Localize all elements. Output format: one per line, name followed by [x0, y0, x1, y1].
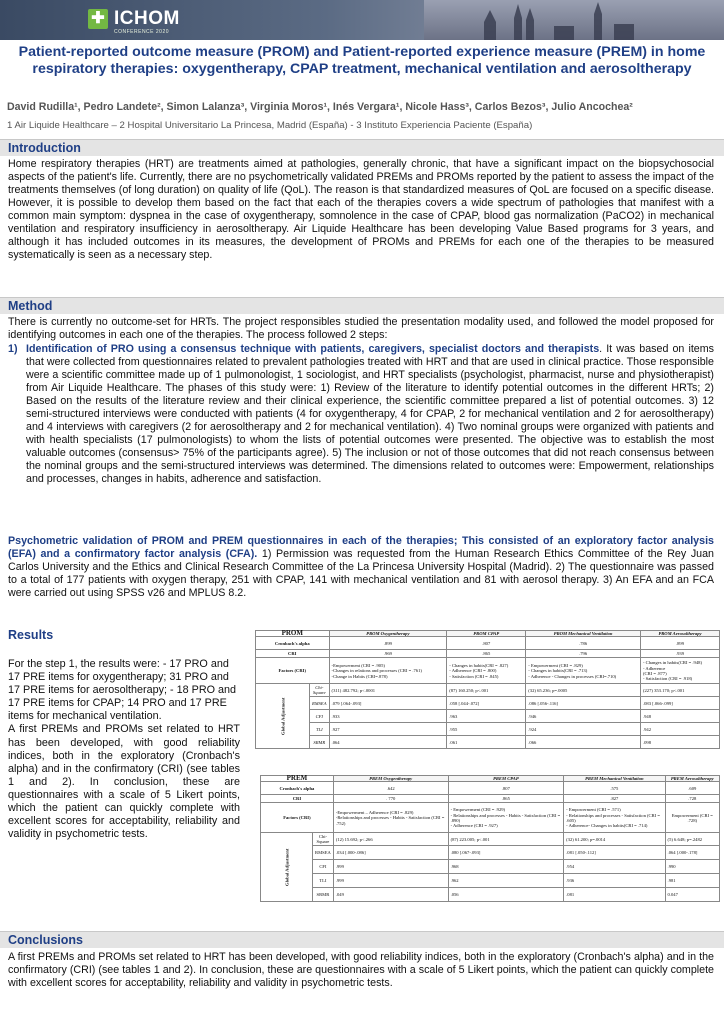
table-cell: .081 [.050-.112]	[564, 846, 665, 860]
table-cell: .999	[333, 874, 448, 888]
table-cell: .086 [.056-.116]	[526, 697, 641, 710]
prom-col-header: PROM Aerosoltherapy	[640, 631, 719, 637]
prem-factors-row	[261, 803, 720, 833]
table-cell: .609	[665, 782, 719, 795]
table-cell: (311) 482.792; p<.0001	[329, 684, 447, 697]
table-cell: - Changes in habits(CRI = .827) - Adherence (CRI = .800) - Satisfaction (CRI = .845)	[447, 658, 526, 684]
affiliations: 1 Air Liquide Healthcare – 2 Hospital Universitario La Princesa, Madrid (España) - 3 Instituto Experiencia Paciente (España)	[7, 120, 533, 131]
table-cell: .034 [.000-.086]	[333, 846, 448, 860]
step-1-body: . It was based on items that were collected from questionnaires related to prevalent pathologies treated with HRT and that are used in clinical practice. Those responsible were a scientific committee made up of 1 pulmonologist, 1 sociologist, and HRT specialists (psychologist, pharmacist, nurse and physiotherapist) from Air Liquide Healthcare. The phases of this study were: 1) Review of the literature to identify potential outcomes in the different HRTs; 2) Based on the results of the literature review and their clinical experience, the scientific committee prepared a list of potential outcomes. 3) 12 semi-structured interviews were conducted with patients (4 for oxygentherapy, 4 for CPAP, 2 for mechanical ventilation and 2 for aerosoltherapy) and 4 interviews with caregivers (2 for aerosoltherapy and 2 for mechanical ventilation). 4) Two nominal groups were organized with patients and with health specialists (17 pulmonologists) to whom the lists of potential outcomes were presented. The objective was to establish the most valuable outcomes (consensus> 75% of the participants agree). 5) The inclusion or not of those outcomes that did not reach consensus between the nominal groups and the semi-structured interviews was determined. The dimensions related to outcomes were: Empowerment, relationships and processes, changes in habits, adherence and satisfaction.	[26, 343, 714, 486]
table-cell: (12) 15.692; p<.266	[333, 833, 448, 846]
table-cell: .968	[448, 860, 564, 874]
row-label: SRMR	[313, 888, 334, 902]
prom-table	[255, 630, 720, 749]
prom-col-header: PROM Oxygentherapy	[329, 631, 447, 637]
table-cell: .939	[640, 650, 719, 658]
header-banner	[0, 0, 724, 40]
authors: David Rudilla¹, Pedro Landete², Simon Lalanza³, Virginia Moros¹, Inés Vergara¹, Nicole Hass³, Carlos Bezos³, Julio Ancochea²	[7, 101, 633, 113]
row-label: Factors (CRI)	[256, 658, 330, 684]
table-cell: -Empowerment – Adherence (CRI = .829) -Relationships and processes - Habits - Satisfaction (CRI = .752)	[333, 803, 448, 833]
method-step-2	[8, 535, 714, 600]
table-cell: .796	[526, 650, 641, 658]
method-header	[0, 297, 724, 314]
table-cell: .948	[640, 710, 719, 723]
conclusions-text: A first PREMs and PROMs set related to HRT has been developed, with good reliability indices, both in the exploratory (Cronbach's alpha) and in the confirmatory (CRI) (see tables 1 and 2). In conclusion, these are questionnaires with a scale of 5 Likert points, which the patient can quickly complete with excellent scores for acceptability, reliability and validity in psychometric tests.	[8, 951, 714, 990]
conclusions-header	[0, 931, 724, 948]
row-label: CRI	[256, 650, 330, 658]
global-adjustment-label: Global Adjustment	[261, 833, 313, 902]
introduction-title: Introduction	[8, 141, 81, 155]
prom-ga-row	[256, 710, 720, 723]
table-cell: Empowerment (CRI = .728)	[665, 803, 719, 833]
table-cell: .642	[333, 782, 448, 795]
table-cell: .865	[447, 650, 526, 658]
prem-ga-row	[261, 846, 720, 860]
table-cell: .079 [.064-.093]	[329, 697, 447, 710]
table-cell: (32) 65.236; p=.0005	[526, 684, 641, 697]
method-title: Method	[8, 299, 53, 313]
table-cell: (87) 160.250; p<.001	[447, 684, 526, 697]
results-header	[0, 627, 250, 643]
prem-ga-row	[261, 888, 720, 902]
prom-corner: PROM	[256, 631, 330, 637]
global-adjustment-label: Global Adjustment	[256, 684, 310, 749]
prom-ga-row	[256, 697, 720, 710]
prom-col-header: PROM Mechanical Ventilation	[526, 631, 641, 637]
row-label: CFI	[313, 860, 334, 874]
table-cell: .083 [.066-.099]	[640, 697, 719, 710]
table-cell: .942	[640, 723, 719, 736]
prom-col-header: PROM CPAP	[447, 631, 526, 637]
table-cell: .954	[564, 860, 665, 874]
prem-col-header: PREM Aerosoltherapy	[665, 776, 719, 782]
table-cell: .899	[640, 637, 719, 650]
table-cell: .933	[329, 710, 447, 723]
prom-ga-row	[256, 736, 720, 749]
method-intro: There is currently no outcome-set for HRTs. The project responsibles studied the presentation modality used, and followed the model proposed for identifying outcomes in each one of the therapies. The process followed 2 steps:	[8, 316, 714, 342]
ichom-logo-subtitle: CONFERENCE 2020	[114, 29, 170, 35]
table-cell: .056	[448, 888, 564, 902]
conclusions-title: Conclusions	[8, 933, 84, 947]
table-cell: .061	[447, 736, 526, 749]
step-1-number: 1)	[8, 343, 18, 355]
results-paragraph-2: A first PREMs and PROMs set related to HRT has been developed, with good reliability indices, both in the exploratory (Cronbach's alpha) and in the confirmatory (CRI) (see tables 1 and 2). In conclusion, these are questionnaires with a scale of 5 Likert points, which the patient can quickly complete with excellent scores for acceptability, reliability and validity in psychometric tests.	[8, 723, 240, 841]
prom-ga-row	[256, 684, 720, 697]
table-cell: .981	[665, 874, 719, 888]
table-cell: .064 [.000-.178]	[665, 846, 719, 860]
table-cell: .946	[526, 710, 641, 723]
table-cell: (227) 353.170; p<.001	[640, 684, 719, 697]
row-label: Factors (CRI)	[261, 803, 334, 833]
prem-cri-row	[261, 795, 720, 803]
prem-ga-row	[261, 833, 720, 846]
prom-factors-row	[256, 658, 720, 684]
table-cell: - Empowerment (CRI = .571) - Relationships and processes - Satisfaction (CRI = .605) - Adherence- Changes in habits(CRI = .714)	[564, 803, 665, 833]
ichom-logo-text: ICHOM	[114, 8, 180, 29]
table-cell: - Changes in habits(CRI = .948) - Adherence (CRI = .877) - Satisfaction (CRI = .918)	[640, 658, 719, 684]
table-cell: .098	[640, 736, 719, 749]
results-paragraph-1: For the step 1, the results were: - 17 PRO and 17 PRE items for oxygentherapy; 31 PRO and 17 PRE items for aerosoltherapy; - 18 PRO and 17 PRE items for CPAP; 14 PRO and 17 PRE items for mechanical ventilation.	[8, 658, 237, 723]
table-cell: (5) 6.648; p=.2482	[665, 833, 719, 846]
table-cell: .999	[333, 860, 448, 874]
table-cell: .963	[447, 710, 526, 723]
table-cell: .899	[329, 637, 447, 650]
table-cell: .927	[329, 723, 447, 736]
table-cell: .080 [.067-.093]	[448, 846, 564, 860]
table-cell: .807	[448, 782, 564, 795]
table-cell: .827	[564, 795, 665, 803]
table-cell: .969	[329, 650, 447, 658]
row-label: RMSEA	[313, 846, 334, 860]
row-label: Cronbach's alpha	[256, 637, 330, 650]
prem-alpha-row	[261, 782, 720, 795]
prem-corner: PREM	[261, 776, 334, 782]
table-cell: (87) 223.005; p<.001	[448, 833, 564, 846]
row-label: Chi-Square	[310, 684, 330, 697]
table-cell: - Empowerment (CRI = .929) - Relationships and processes - Habits - Satisfaction (CRI = .890) - Adherence (CRI = .927)	[448, 803, 564, 833]
results-text	[8, 658, 240, 841]
prem-col-header: PREM Mechanical Ventilation	[564, 776, 665, 782]
table-cell: .936	[564, 874, 665, 888]
ichom-logo-icon: ✚	[88, 9, 108, 29]
table-cell: .728	[665, 795, 719, 803]
prem-col-header: PREM CPAP	[448, 776, 564, 782]
row-label: CRI	[261, 795, 334, 803]
introduction-header	[0, 139, 724, 156]
table-cell: .058 [.044-.072]	[447, 697, 526, 710]
prom-cri-row	[256, 650, 720, 658]
table-cell: - Empowerment (CRI = .829) - Changes in habits(CRI = .713) - Adherence - Changes in processes (CRI=.710)	[526, 658, 641, 684]
table-cell: .865	[448, 795, 564, 803]
method-step-1	[8, 343, 714, 487]
row-label: TLI	[313, 874, 334, 888]
table-cell: .786	[526, 637, 641, 650]
table-cell: .807	[447, 637, 526, 650]
row-label: TLI	[310, 723, 330, 736]
table-cell: .049	[333, 888, 448, 902]
prem-table	[260, 775, 720, 902]
step-1-heading: Identification of PRO using a consensus technique with patients, caregivers, specialist doctors and therapists	[26, 343, 600, 355]
table-cell: . 770	[333, 795, 448, 803]
step-2-heading: Psychometric validation of PROM and PREM questionnaires in each of the therapies; This consisted of an exploratory factor analysis (EFA) and a confirmatory factor analysis (CFA).	[8, 535, 714, 561]
table-cell: .924	[526, 723, 641, 736]
table-cell: -Empowerment (CRI = .905) -Changes in relations and processes (CRI = .761) -Change in Habits (CRI=.878)	[329, 658, 447, 684]
row-label: SRMR	[310, 736, 330, 749]
table-cell: .962	[448, 874, 564, 888]
table-cell: .955	[447, 723, 526, 736]
prem-ga-row	[261, 860, 720, 874]
introduction-text: Home respiratory therapies (HRT) are treatments aimed at pathologies, generally chronic, that have a significant impact on the biopsychosocial aspects of the patient's life. Currently, there are no psychometrically validated PREMs and PROMs reported by the patient to assess the impact of the treatments themselves (of long duration) on quality of life (QoL). The reason is that standardized measures of QoL are focused on a specific disease. However, it is possible to develop them based on the fact that each of the therapies covers a wide spectrum of pathologies that manifest with a common main symptom: dyspnea in the case of oxygentherapy, somnolence in the case of CPAP, blood gas normalization (PaCO2) in mechanical ventilation and respiratory insufficiency in aerosoltherapy. Air Liquide Healthcare has been developing Value Based programs for 3 years, and although it has included outcomes in its measures, the development of PROMs and PREMs for each one of the therapies to be measured systematically is seen as a necessary step.	[8, 158, 714, 262]
prem-ga-row	[261, 874, 720, 888]
row-label: Cronbach's alpha	[261, 782, 334, 795]
table-cell: .066	[526, 736, 641, 749]
row-label: CFI	[310, 710, 330, 723]
church-towers-image	[464, 0, 664, 40]
prem-col-header: PREM Oxygentherapy	[333, 776, 448, 782]
table-cell: .575	[564, 782, 665, 795]
prom-ga-row	[256, 723, 720, 736]
table-cell: (32) 61.200; p=.0014	[564, 833, 665, 846]
table-cell: .064	[329, 736, 447, 749]
row-label: Chi-Square	[313, 833, 334, 846]
prom-alpha-row	[256, 637, 720, 650]
poster-title: Patient-reported outcome measure (PROM) and Patient-reported experience measure (PREM) in home respiratory therapies: oxygentherapy, CPAP treatment, mechanical ventilation and aerosoltherapy	[18, 44, 706, 77]
row-label: RMSEA	[310, 697, 330, 710]
step-2-body: 1) Permission was requested from the Human Research Ethics Committee of the Rey Juan Carlos University and the Ethics and Clinical Research Committee of the La Princesa University Hospital (Madrid). 2) The questionnaire was passed to a total of 177 patients with oxygen therapy, 251 with CPAP, 141 with mechanical ventilation and 81 with aerosol therapy. 3) An EFA and an FCA were carried out using SPSS v26 and MPLUS 8.2.	[8, 548, 714, 600]
results-title: Results	[8, 628, 54, 642]
table-cell: .081	[564, 888, 665, 902]
table-cell: .990	[665, 860, 719, 874]
table-cell: 0.047	[665, 888, 719, 902]
